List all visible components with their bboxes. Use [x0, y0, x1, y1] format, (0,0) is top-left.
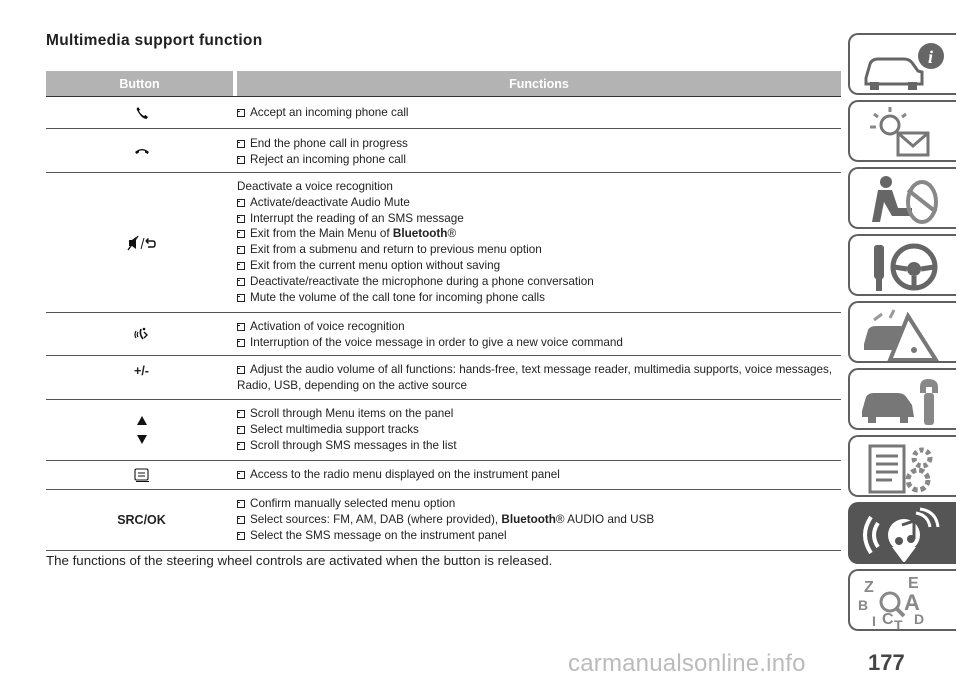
tab-multimedia[interactable] [848, 502, 956, 564]
steering-wheel-key-icon [856, 239, 951, 295]
list-item: Exit from a submenu and return to previous menu option [237, 242, 841, 258]
page-number: 177 [868, 650, 905, 675]
tab-starting[interactable] [848, 234, 956, 296]
table-header [46, 71, 841, 97]
src-ok-label: SRC/OK [117, 513, 166, 527]
list-item: Interrupt the reading of an SMS message [237, 211, 841, 227]
list-item: Activate/deactivate Audio Mute [237, 195, 841, 211]
car-info-icon [856, 38, 951, 94]
safety-seat-icon [856, 172, 951, 228]
index-icon [856, 574, 951, 630]
list-item: Accept an incoming phone call [237, 105, 841, 121]
tab-safety[interactable] [848, 167, 956, 229]
footer-note: The functions of the steering wheel controls are activated when the button is released. [46, 553, 553, 568]
phone-accept-icon [46, 97, 237, 128]
list-intro: Deactivate a voice recognition [237, 180, 393, 193]
list-item: Exit from the current menu option without saving [237, 258, 841, 274]
phone-hangup-icon [46, 129, 237, 172]
warning-lights-icon [856, 105, 951, 161]
header-functions: Functions [509, 76, 569, 91]
list-item: Activation of voice recognition [237, 319, 841, 335]
svg-text:C: C [882, 611, 894, 628]
list-item: Confirm manually selected menu option [237, 496, 841, 512]
tab-emergency[interactable] [848, 301, 956, 363]
chapter-tabs [848, 33, 960, 636]
table-row [46, 313, 841, 356]
svg-text:Z: Z [864, 579, 874, 596]
maintenance-icon [856, 373, 951, 429]
functions-table [46, 71, 841, 551]
tab-specifications[interactable] [848, 435, 956, 497]
table-row [46, 173, 841, 313]
list-item: Select the SMS message on the instrument panel [237, 528, 841, 544]
list-item: End the phone call in progress [237, 136, 841, 152]
table-row [46, 400, 841, 461]
watermark: carmanualsonline.info [568, 650, 806, 677]
list-item: Reject an incoming phone call [237, 152, 841, 168]
voice-recognition-icon [46, 313, 237, 355]
up-down-arrows-icon [46, 400, 237, 460]
list-item: Exit from the Main Menu of Bluetooth® [237, 226, 841, 242]
svg-text:i: i [928, 47, 934, 67]
tab-maintenance[interactable] [848, 368, 956, 430]
mute-back-icon [46, 173, 237, 312]
svg-text:B: B [858, 597, 869, 613]
radio-menu-icon [46, 461, 237, 489]
tab-index[interactable] [848, 569, 956, 631]
svg-text:I: I [872, 613, 876, 629]
svg-text:E: E [908, 575, 919, 592]
section-title: Multimedia support function [46, 32, 263, 49]
list-item: Interruption of the voice message in order to give a new voice command [237, 335, 841, 351]
list-item: Mute the volume of the call tone for incoming phone calls [237, 290, 841, 306]
bluetooth-word: Bluetooth [501, 512, 556, 526]
bluetooth-word: Bluetooth [392, 227, 448, 241]
list-item: Scroll through SMS messages in the list [237, 438, 841, 454]
specifications-icon [856, 440, 951, 496]
svg-text:D: D [914, 611, 925, 627]
list-item: Select sources: FM, AM, DAB (where provided), Bluetooth® AUDIO and USB [237, 512, 841, 528]
list-item: Adjust the audio volume of all functions: hands-free, text message reader, multimedia supports, voice messages, Radio, USB, depending on the active source [237, 363, 833, 392]
tab-warning-lights[interactable] [848, 100, 956, 162]
list-item: Deactivate/reactivate the microphone during a phone conversation [237, 274, 841, 290]
list-item: Scroll through Menu items on the panel [237, 406, 841, 422]
table-row [46, 97, 841, 129]
list-item: Select multimedia support tracks [237, 422, 841, 438]
table-row [46, 356, 841, 400]
multimedia-icon [856, 507, 951, 563]
tab-car-info[interactable] [848, 33, 956, 95]
table-row [46, 490, 841, 551]
table-row [46, 461, 841, 490]
list-item: Access to the radio menu displayed on the instrument panel [237, 467, 841, 483]
volume-label: +/- [134, 364, 149, 378]
svg-text:A: A [904, 590, 920, 615]
svg-text:T: T [894, 617, 903, 630]
header-button: Button [119, 76, 160, 91]
table-row [46, 129, 841, 173]
emergency-icon [856, 306, 951, 362]
